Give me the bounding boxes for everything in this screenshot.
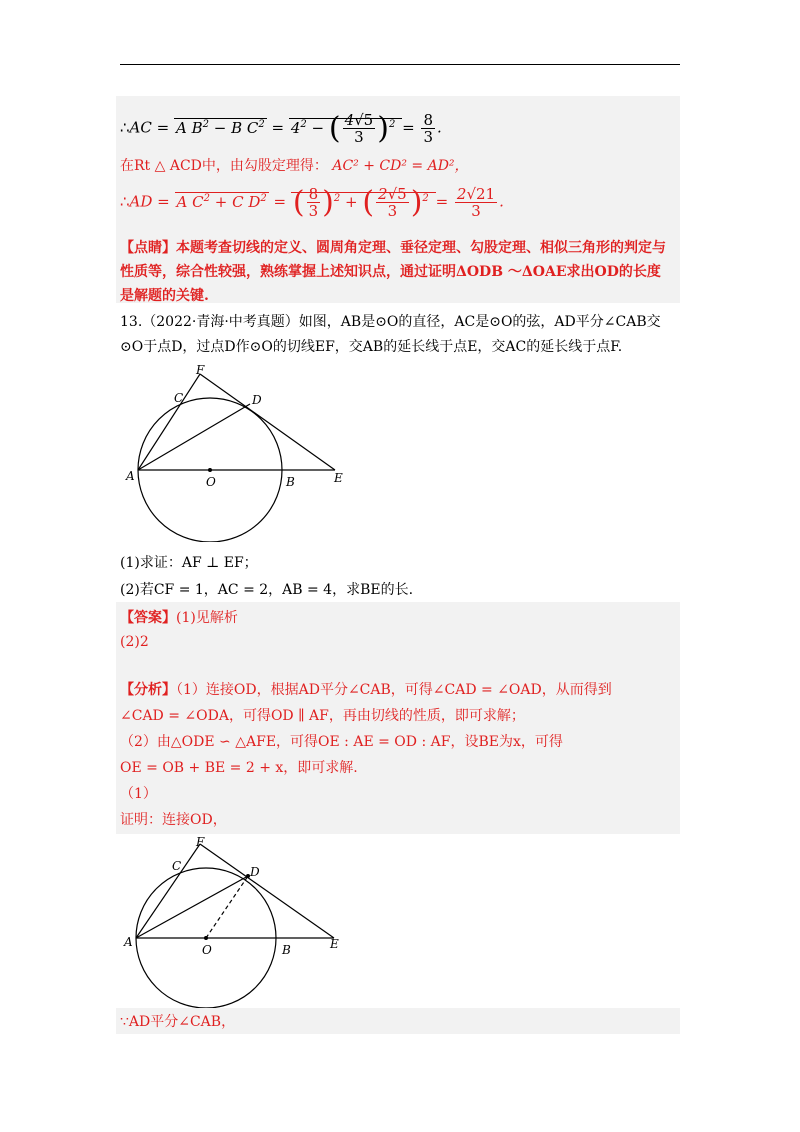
comment-line-1: 【点睛】本题考查切线的定义、圆周角定理、垂径定理、勾股定理、相似三角形的判定与 <box>120 240 666 256</box>
solution-part-1: （1） <box>120 786 157 802</box>
analysis-line-4: OE = OB + BE = 2 + x，即可求解. <box>120 760 358 776</box>
label-a-2: A <box>124 935 133 949</box>
comment-line-2: 性质等，综合性较强，熟练掌握上述知识点，通过证明ΔODB ～ΔOAE求出OD的长度 <box>120 264 661 280</box>
problem-line-1: 13.（2022·青海·中考真题）如图，AB是⊙O的直径，AC是⊙O的弦，AD平分∠CAB交 <box>120 314 661 330</box>
label-d: D <box>252 393 262 407</box>
problem-line-2: ⊙O于点D，过点D作⊙O的切线EF，交AB的延长线于点E，交AC的延长线于点F. <box>120 339 623 355</box>
solution-last-line: ∵AD平分∠CAB， <box>120 1014 236 1030</box>
answer-line-2: (2)2 <box>120 634 149 650</box>
analysis-line-1: 【分析】（1）连接OD，根据AD平分∠CAB，可得∠CAD = ∠OAD，从而得到 <box>120 682 612 698</box>
label-a: A <box>126 469 135 483</box>
equation-ad: ∴AD = A $C^2 + C$ $D^2$ = ( $\frac{8}{3}$ )$^2$ + ( $\frac{2√5}{3}$ )$^2$ = $\frac{2√21}{3}$ . <box>120 184 504 220</box>
label-e: E <box>334 471 343 485</box>
label-f: F <box>196 363 205 377</box>
label-c: C <box>174 391 184 405</box>
analysis-line-3: （2）由△ODE ∽ △AFE，可得OE : AE = OD : AF，设BE为x，可得 <box>120 734 563 750</box>
question-2: (2)若CF = 1，AC = 2，AB = 4，求BE的长. <box>120 582 414 598</box>
label-b-2: B <box>282 943 291 957</box>
geometry-figure-1 <box>120 362 350 542</box>
question-1: (1)求证：AF ⊥ EF； <box>120 555 258 571</box>
analysis-line-2: ∠CAD = ∠ODA，可得OD ∥ AF，再由切线的性质，即可求解； <box>120 708 525 724</box>
label-e-2: E <box>330 937 339 951</box>
label-d-2: D <box>250 865 260 879</box>
label-o: O <box>206 475 216 489</box>
geometry-figure-2 <box>120 834 342 1008</box>
label-o-2: O <box>202 943 212 957</box>
comment-line-3: 是解题的关键. <box>120 288 209 304</box>
label-c-2: C <box>172 859 182 873</box>
equation-ac: ∴AC = A $B^2 - B$ $C^2 = 4^2$ − ( $\frac{4√5}{3}$ )$^2$ = $\frac{8}{3}$ . <box>120 110 442 146</box>
header-rule <box>120 64 680 65</box>
solution-proof: 证明：连接OD， <box>120 812 227 828</box>
label-f-2: F <box>196 835 205 849</box>
rt-triangle-line: 在Rt △ ACD中，由勾股定理得： AC² + CD² = AD²， <box>120 158 469 174</box>
label-b: B <box>286 475 295 489</box>
answer-line-1: 【答案】(1)见解析 <box>120 610 238 626</box>
